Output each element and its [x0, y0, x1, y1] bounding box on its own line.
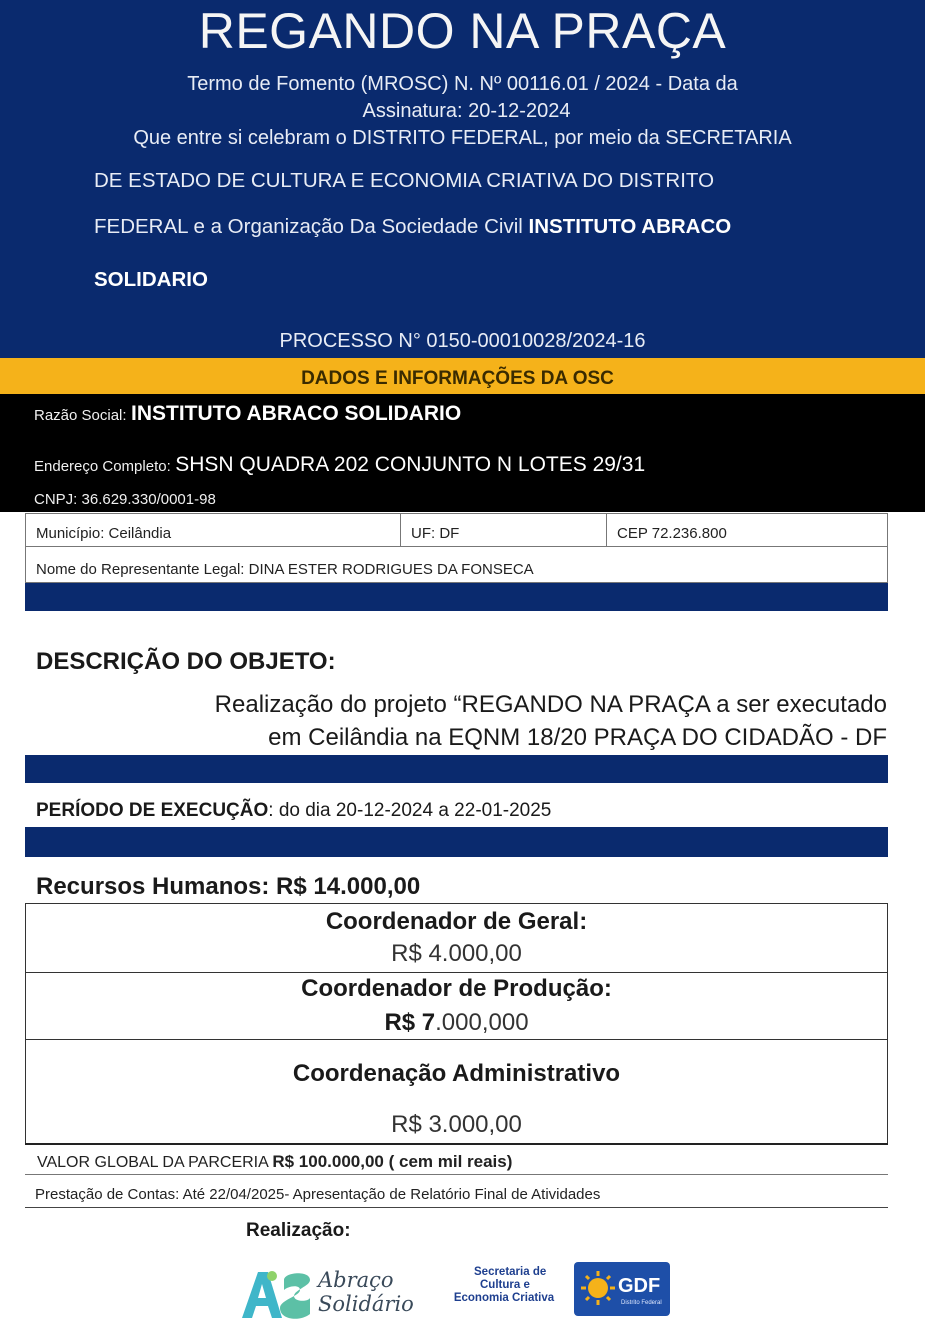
descricao-line-2: em Ceilândia na EQNM 18/20 PRAÇA DO CIDADÃO - DF [268, 724, 887, 751]
celebram-line: Que entre si celebram o DISTRITO FEDERAL, por meio da SECRETARIA [133, 127, 792, 149]
gdf-text: GDF [618, 1275, 661, 1297]
municipio: Município: Ceilândia [36, 525, 172, 542]
abraco-solidario-logo [238, 1264, 418, 1322]
recurso-amount-bold: R$ 7 [384, 1009, 436, 1036]
secretaria-line-1: Secretaria de [474, 1266, 547, 1278]
municipio-row [25, 513, 888, 547]
header-banner [0, 0, 925, 358]
gdf-subtext: Distrito Federal [621, 1300, 662, 1306]
recurso-box [25, 1039, 888, 1143]
termo-line-1: Termo de Fomento (MROSC) N. Nº 00116.01 / 2024 - Data da [187, 73, 738, 95]
processo-number: PROCESSO N° 0150-00010028/2024-16 [279, 330, 646, 352]
razao-social-row [34, 402, 461, 426]
page-title: REGANDO NA PRAÇA [198, 3, 727, 59]
secretaria-line-3: Economia Criativa [453, 1292, 555, 1304]
gdf-sun-icon [580, 1270, 616, 1306]
prestacao-contas: Prestação de Contas: Até 22/04/2025- Apresentação de Relatório Final de Atividades [25, 1178, 888, 1208]
abraco-hands-icon [238, 1266, 312, 1322]
federal-text: FEDERAL e a Organização Da Sociedade Civil [94, 215, 529, 238]
razao-label: Razão Social: [34, 407, 127, 424]
razao-value: INSTITUTO ABRACO SOLIDARIO [131, 402, 462, 425]
recurso-box [25, 903, 888, 973]
descricao-title: DESCRIÇÃO DO OBJETO: [36, 648, 336, 675]
valor-global [25, 1143, 888, 1175]
recurso-amount: R$ 4.000,00 [391, 940, 522, 967]
periodo-value: : do dia 20-12-2024 a 22-01-2025 [268, 800, 552, 821]
cep: CEP 72.236.800 [606, 514, 887, 546]
representante: Nome do Representante Legal: DINA ESTER RODRIGUES DA FONSECA [36, 561, 534, 578]
osc-info-box [0, 394, 925, 512]
recurso-amount: R$ 3.000,00 [391, 1111, 522, 1138]
recurso-box [25, 972, 888, 1040]
valor-global-label: VALOR GLOBAL DA PARCERIA [37, 1154, 273, 1171]
gdf-logo [574, 1262, 670, 1316]
secretaria-line: DE ESTADO DE CULTURA E ECONOMIA CRIATIVA DO DISTRITO [94, 169, 715, 192]
endereco-value: SHSN QUADRA 202 CONJUNTO N LOTES 29/31 [175, 453, 646, 476]
divider-band [25, 755, 888, 783]
valor-global-value: R$ 100.000,00 ( cem mil reais) [272, 1152, 513, 1171]
periodo-label: PERÍODO DE EXECUÇÃO [36, 800, 269, 821]
periodo-execucao [36, 800, 551, 822]
abraco-line-1: Abraço [318, 1268, 394, 1292]
recurso-role: Coordenador de Geral: [325, 908, 588, 935]
realizacao-label: Realização: [246, 1220, 351, 1241]
recurso-amount-rest: .000,000 [435, 1009, 529, 1036]
endereco-label: Endereço Completo: [34, 458, 171, 475]
divider-band [25, 583, 888, 611]
section-bar-label: DADOS E INFORMAÇÕES DA OSC [301, 368, 614, 389]
osc-name-line [94, 268, 208, 292]
federal-line [94, 215, 731, 239]
divider-band [25, 827, 888, 857]
section-bar [0, 358, 925, 394]
cnpj: CNPJ: 36.629.330/0001-98 [34, 491, 216, 508]
recurso-role: Coordenação Administrativo [292, 1060, 621, 1087]
recursos-title: Recursos Humanos: R$ 14.000,00 [36, 873, 421, 900]
osc-name-part2: SOLIDARIO [94, 268, 208, 291]
recurso-amount [26, 1009, 887, 1037]
abraco-line-2: Solidário [318, 1292, 414, 1316]
abraco-name [318, 1268, 414, 1316]
descricao-line-1: Realização do projeto “REGANDO NA PRAÇA a ser executado [214, 691, 887, 718]
uf: UF: DF [400, 514, 606, 546]
osc-name-part1: INSTITUTO ABRACO [528, 215, 732, 238]
recurso-role: Coordenador de Produção: [301, 975, 612, 1002]
representante-row [25, 547, 888, 583]
secretaria-cultura-logo [440, 1266, 568, 1316]
termo-line-2: Assinatura: 20-12-2024 [362, 100, 571, 122]
endereco-row [34, 453, 645, 477]
secretaria-line-2: Cultura e [480, 1279, 530, 1291]
